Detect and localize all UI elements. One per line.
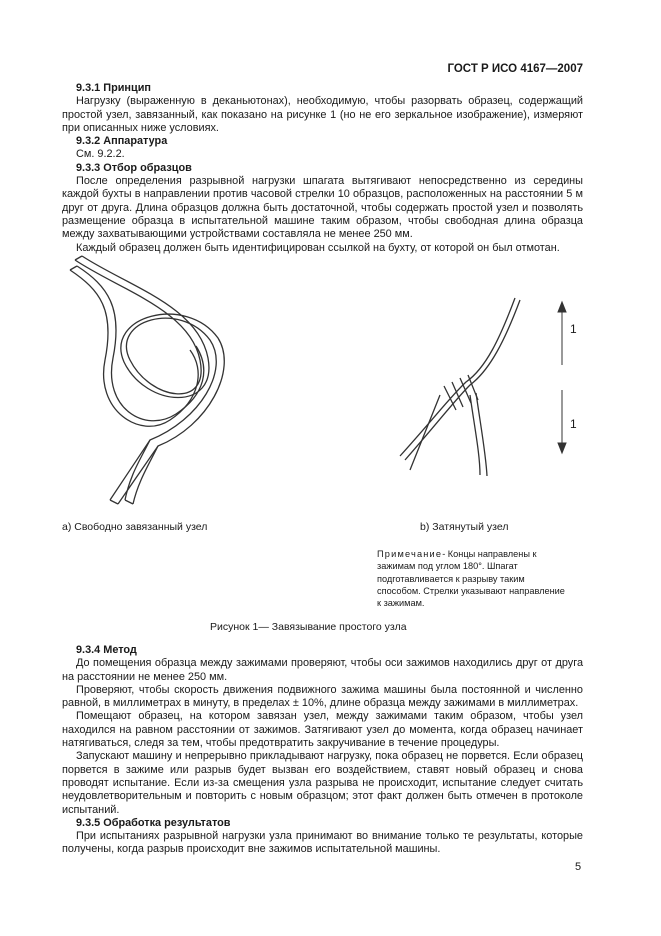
top-sections	[62, 82, 583, 255]
caption-a: a) Свободно завязанный узел	[62, 521, 208, 533]
bottom-sections	[62, 644, 583, 857]
caption-b: b) Затянутый узел	[420, 521, 509, 533]
loose-knot-drawing	[70, 256, 224, 504]
figure-note	[377, 548, 567, 609]
paragraph: До помещения образца между зажимами проверяют, чтобы оси зажимов находились друг от друга на расстоянии не менее 250 мм.	[62, 657, 583, 683]
figure-title: Рисунок 1— Завязывание простого узла	[210, 621, 407, 633]
arrow-label-top: 1	[570, 322, 577, 336]
tight-knot-drawing	[400, 298, 520, 476]
arrow-bottom	[558, 390, 566, 453]
paragraph: Запускают машину и непрерывно прикладывают нагрузку, пока образец не порвется. Если образец порвется в зажиме или разрыв будет вызван его воздействием, ставят новый образец и снова проводят испытание. Если из-за смещения узла разрыва не происходит, испытание следует считать неудовлетворительным и повторить с новым образцом; этот факт должен быть отмечен в протоколе испытаний.	[62, 750, 583, 816]
section-heading-9-3-4: 9.3.4 Метод	[76, 644, 137, 656]
paragraph: При испытаниях разрывной нагрузки узла принимают во внимание только те результаты, которые получены, когда разрыв происходит вне зажимов испытательной машины.	[62, 830, 583, 856]
paragraph: Помещают образец, на котором завязан узел, между зажимами таким образом, чтобы узел находился на равном расстоянии от зажимов. Затягивают узел до момента, когда образец начинает натягиваться, следя за тем, чтобы предотвратить закручивание в течение процедуры.	[62, 710, 583, 750]
document-code-header: ГОСТ Р ИСО 4167—2007	[447, 63, 583, 75]
note-text: - Концы направлены к зажимам под углом 180°. Шпагат подготавливается к разрыву таким способом. Стрелки указывают направление к зажимам.	[377, 549, 565, 609]
note-label: Примечание	[377, 549, 443, 559]
page-number: 5	[575, 861, 582, 873]
knot-figure	[0, 250, 661, 520]
arrow-top	[558, 302, 566, 365]
paragraph: Нагрузку (выраженную в деканьютонах), необходимую, чтобы разорвать образец, содержащий простой узел, завязанный, как показано на рисунке 1 (но не его зеркальное изображение), измеряют при описанных ниже условиях.	[62, 95, 583, 134]
paragraph: См. 9.2.2.	[76, 148, 125, 161]
paragraph: Проверяют, чтобы скорость движения подвижного зажима машины была постоянной и численно равной, в миллиметрах в минуту, в пределах ± 10%, длине образца между зажимами в миллиметрах.	[62, 683, 583, 710]
section-heading-9-3-2: 9.3.2 Аппаратура	[76, 135, 168, 148]
section-heading-9-3-3: 9.3.3 Отбор образцов	[76, 161, 192, 174]
paragraph: Каждый образец должен быть идентифицирован ссылкой на бухту, от которой он был отмотан.	[76, 241, 560, 254]
arrow-label-bottom: 1	[570, 417, 577, 431]
section-heading-9-3-1: 9.3.1 Принцип	[76, 82, 151, 94]
section-heading-9-3-5: 9.3.5 Обработка результатов	[76, 816, 231, 829]
paragraph: После определения разрывной нагрузки шпагата вытягивают непосредственно из середины каждой бухты в направлении против часовой стрелки 10 образцов, расположенных на расстоянии 5 м друг от друга. Длина образцов должна быть достаточной, чтобы содержать простой узел и позволять размещение образца в испытательной машине таким образом, чтобы свободная длина образца между захватывающими устройствами составляла не менее 250 мм.	[62, 175, 583, 241]
